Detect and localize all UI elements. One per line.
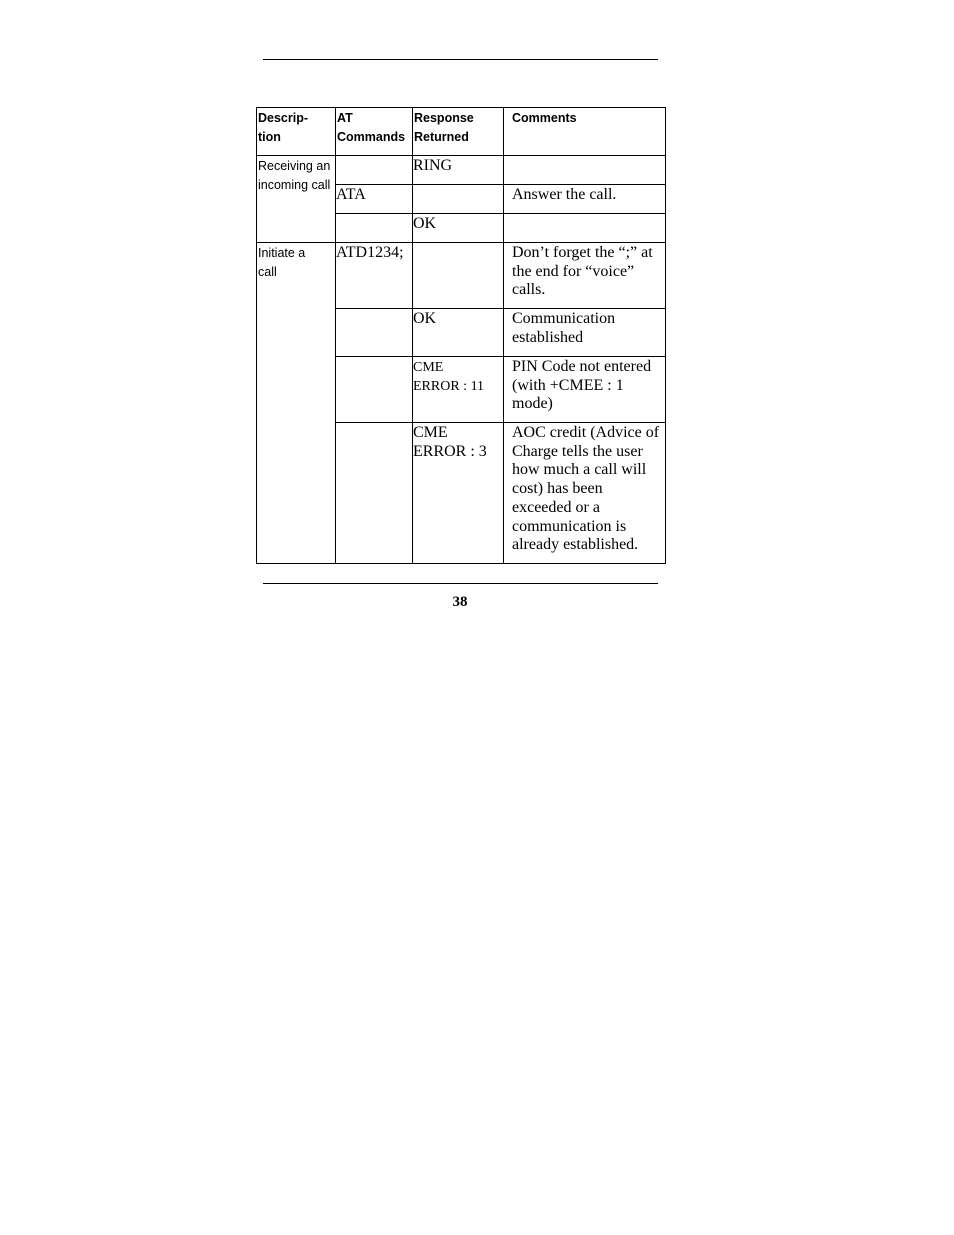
response-cell (413, 357, 504, 423)
response-text: OK (413, 215, 437, 232)
command-text (336, 156, 412, 157)
response-cell (413, 185, 504, 214)
comment-text: Answer the call. (512, 186, 617, 203)
header-comments (504, 108, 666, 156)
command-cell (336, 357, 413, 423)
command-text (336, 423, 412, 424)
header-at-commands (336, 108, 413, 156)
comment-cell (504, 357, 666, 423)
header-rule (263, 59, 658, 60)
comment-text (504, 214, 665, 215)
group-description: Initiate a call (258, 246, 306, 279)
response-text: CME ERROR : 11 (413, 360, 485, 394)
header-description-label: Descrip- tion (258, 111, 309, 144)
header-response-label: Response Returned (414, 111, 474, 144)
command-cell (336, 309, 413, 357)
command-cell (336, 185, 413, 214)
response-text: CME ERROR : 3 (413, 424, 487, 460)
response-text: RING (413, 157, 453, 174)
comment-cell (504, 309, 666, 357)
at-commands-table (256, 107, 666, 564)
command-cell (336, 156, 413, 185)
comment-text: Don’t forget the “;” at the end for “voice” calls. (512, 244, 653, 299)
response-cell (413, 214, 504, 243)
footer-rule (263, 583, 658, 584)
response-text (413, 243, 503, 244)
response-text: OK (413, 310, 437, 327)
comment-cell (504, 156, 666, 185)
table-row (257, 243, 666, 309)
table-row (257, 156, 666, 185)
header-at-commands-label: AT Commands (337, 111, 406, 144)
command-cell (336, 243, 413, 309)
table-header-row (257, 108, 666, 156)
response-cell (413, 243, 504, 309)
header-response (413, 108, 504, 156)
command-cell (336, 423, 413, 564)
group-description-cell (257, 243, 336, 564)
comment-cell (504, 423, 666, 564)
response-cell (413, 423, 504, 564)
command-text (336, 214, 412, 215)
response-cell (413, 156, 504, 185)
command-text: ATA (336, 186, 366, 203)
comment-cell (504, 185, 666, 214)
header-description (257, 108, 336, 156)
comment-text: Communication established (512, 310, 616, 346)
comment-cell (504, 243, 666, 309)
response-cell (413, 309, 504, 357)
comment-text (504, 156, 665, 157)
page-number: 38 (452, 594, 468, 610)
comment-text: AOC credit (Advice of Charge tells the user how much a call will cost) has been exceeded or a communication is already established. (512, 424, 660, 554)
response-text (413, 185, 503, 186)
comment-text: PIN Code not entered (with +CMEE : 1 mode) (512, 358, 652, 413)
comment-cell (504, 214, 666, 243)
command-text (336, 357, 412, 358)
group-description: Receiving an incoming call (258, 159, 331, 192)
group-description-cell (257, 156, 336, 243)
command-text: ATD1234; (336, 244, 404, 261)
command-cell (336, 214, 413, 243)
header-comments-label: Comments (512, 111, 577, 125)
command-text (336, 309, 412, 310)
